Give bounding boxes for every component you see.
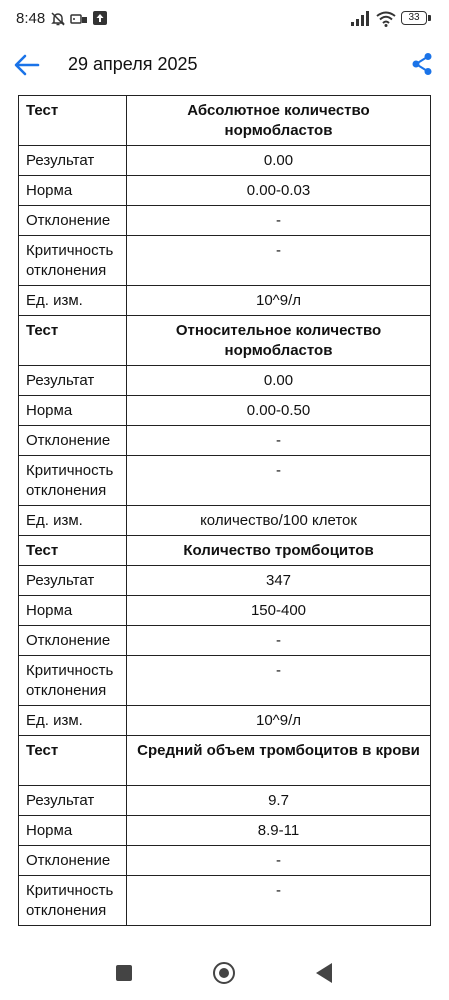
row-label: Норма [19, 596, 127, 626]
test-name: Абсолютное количество нормобластов [127, 96, 431, 146]
table-row-criticality [19, 876, 431, 926]
battery-tip [428, 15, 431, 21]
table-row-test [19, 96, 431, 146]
upload-icon [93, 11, 107, 25]
criticality-value: - [127, 236, 431, 286]
row-label: Тест [19, 736, 127, 786]
table-row-test [19, 736, 431, 786]
table-row-unit [19, 506, 431, 536]
signal-icon [351, 11, 371, 27]
row-label: Результат [19, 146, 127, 176]
result-value: 9.7 [127, 786, 431, 816]
back-arrow-icon[interactable] [12, 52, 40, 78]
app-bar [0, 40, 449, 90]
table-row-criticality [19, 456, 431, 506]
row-label: Норма [19, 816, 127, 846]
table-row-criticality [19, 236, 431, 286]
unit-value: количество/100 клеток [127, 506, 431, 536]
system-back-button[interactable] [316, 963, 332, 983]
table-row-criticality [19, 656, 431, 706]
table-row-unit [19, 286, 431, 316]
page-title: 29 апреля 2025 [68, 54, 198, 74]
test-name: Количество тромбоцитов [127, 536, 431, 566]
mute-bell-icon [50, 11, 66, 27]
results-scroll-area[interactable] [18, 95, 431, 946]
table-row-result [19, 566, 431, 596]
table-row-norm [19, 176, 431, 206]
status-time: 8:48 [16, 10, 46, 27]
table-row-deviation [19, 846, 431, 876]
battery-icon [401, 11, 427, 25]
share-icon[interactable] [411, 52, 433, 76]
table-row-norm [19, 396, 431, 426]
row-label: Норма [19, 176, 127, 206]
criticality-value: - [127, 876, 431, 926]
row-label: Отклонение [19, 206, 127, 236]
row-label: Отклонение [19, 846, 127, 876]
norm-value: 0.00-0.50 [127, 396, 431, 426]
table-row-deviation [19, 206, 431, 236]
row-label: Критичность отклонения [19, 236, 127, 286]
row-label: Критичность отклонения [19, 456, 127, 506]
row-label: Ед. изм. [19, 506, 127, 536]
table-row-deviation [19, 626, 431, 656]
table-row-unit [19, 706, 431, 736]
table-row-test [19, 316, 431, 366]
deviation-value: - [127, 626, 431, 656]
table-row-norm [19, 596, 431, 626]
row-label: Тест [19, 316, 127, 366]
unit-value: 10^9/л [127, 286, 431, 316]
row-label: Результат [19, 566, 127, 596]
home-button[interactable] [213, 962, 235, 984]
criticality-value: - [127, 656, 431, 706]
table-row-result [19, 366, 431, 396]
row-label: Отклонение [19, 426, 127, 456]
wifi-icon [376, 11, 396, 27]
row-label: Тест [19, 536, 127, 566]
row-label: Результат [19, 786, 127, 816]
row-label: Результат [19, 366, 127, 396]
status-bar [0, 0, 449, 40]
table-row-deviation [19, 426, 431, 456]
result-value: 0.00 [127, 366, 431, 396]
criticality-value: - [127, 456, 431, 506]
deviation-value: - [127, 846, 431, 876]
recent-apps-button[interactable] [116, 965, 132, 981]
table-row-test [19, 536, 431, 566]
norm-value: 150-400 [127, 596, 431, 626]
row-label: Норма [19, 396, 127, 426]
norm-value: 0.00-0.03 [127, 176, 431, 206]
result-value: 0.00 [127, 146, 431, 176]
test-name: Относительное количество нормобластов [127, 316, 431, 366]
row-label: Критичность отклонения [19, 876, 127, 926]
results-table [18, 95, 431, 926]
row-label: Отклонение [19, 626, 127, 656]
battery-level: 33 [408, 12, 420, 23]
row-label: Тест [19, 96, 127, 146]
test-name: Средний объем тромбоцитов в крови [127, 736, 431, 786]
result-value: 347 [127, 566, 431, 596]
table-row-result [19, 786, 431, 816]
table-row-result [19, 146, 431, 176]
system-nav-bar [0, 946, 449, 1000]
row-label: Ед. изм. [19, 286, 127, 316]
deviation-value: - [127, 426, 431, 456]
row-label: Критичность отклонения [19, 656, 127, 706]
deviation-value: - [127, 206, 431, 236]
row-label: Ед. изм. [19, 706, 127, 736]
table-row-norm [19, 816, 431, 846]
unit-value: 10^9/л [127, 706, 431, 736]
drive-icon [70, 11, 88, 27]
norm-value: 8.9-11 [127, 816, 431, 846]
